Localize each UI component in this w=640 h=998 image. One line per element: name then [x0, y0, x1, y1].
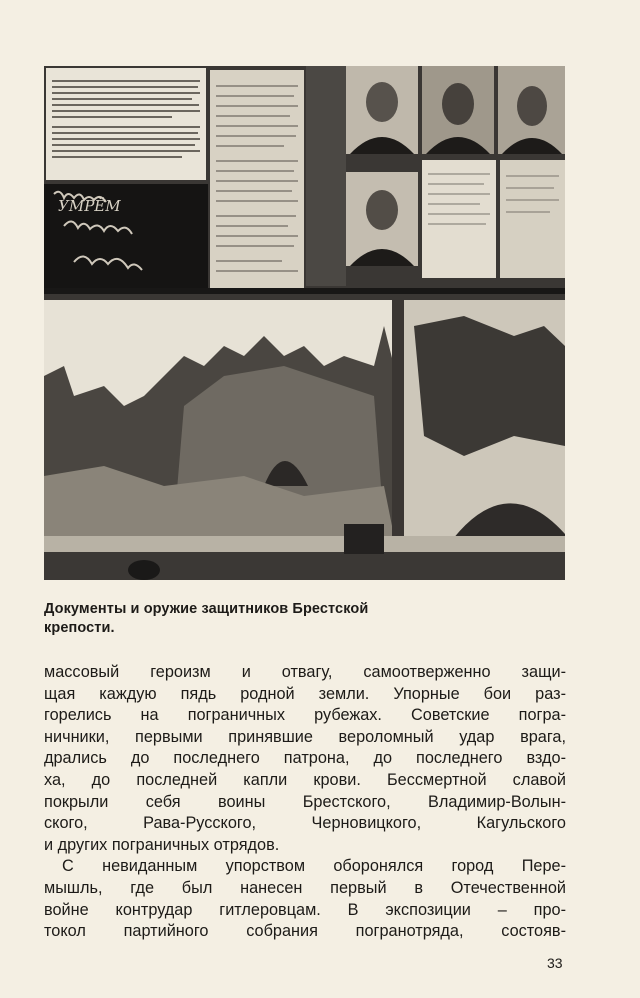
text-line: войне контрудар гитлеровцам. В экспозиции – про-	[44, 900, 566, 919]
exhibit-photograph	[44, 66, 565, 580]
text-line: С невиданным упорством оборонялся город Пере-	[62, 857, 566, 876]
exhibit-photo-illustration	[44, 66, 565, 580]
photo-caption	[44, 600, 584, 638]
page-number: 33	[547, 955, 563, 971]
text-line: ничники, первыми принявшие вероломный удар врага,	[44, 727, 566, 746]
text-line: массовый героизм и отвагу, самоотверженно защи-	[44, 663, 566, 681]
text-line: токол партийного собрания погранотряда, состояв-	[44, 922, 566, 941]
text-line: и других пограничных отрядов.	[44, 835, 280, 854]
text-line: ского, Рава-Русского, Черновицкого, Кагульского	[44, 814, 566, 833]
text-line: горелись на пограничных рубежах. Советские погра-	[44, 706, 566, 725]
text-line: мышль, где был нанесен первый в Отечественной	[44, 878, 566, 897]
wall-inscription: УМРЁМ	[58, 197, 121, 215]
text-line: дрались до последнего патрона, до последнего вздо-	[44, 749, 566, 768]
text-line: щая каждую пядь родной земли. Упорные бои раз-	[44, 684, 566, 703]
caption-line: крепости.	[44, 620, 115, 636]
caption-line: Документы и оружие защитников Брестской	[44, 601, 369, 617]
text-line: покрыли себя воины Брестского, Владимир-Волын-	[44, 792, 566, 811]
text-line: ха, до последней капли крови. Бессмертной славой	[44, 770, 566, 789]
body-text	[44, 662, 566, 943]
